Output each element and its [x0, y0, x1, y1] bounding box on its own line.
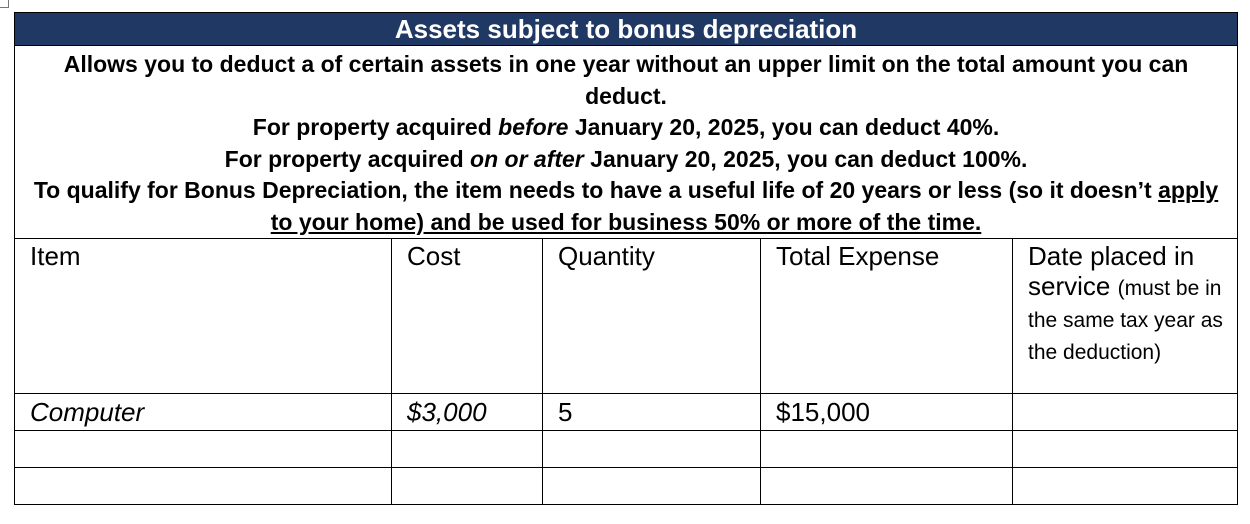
table-title: Assets subject to bonus depreciation: [15, 13, 1238, 46]
bonus-depreciation-table: [14, 12, 1238, 505]
column-header-item: Item: [15, 239, 392, 394]
cell-quantity[interactable]: 5: [543, 394, 761, 431]
cell-item[interactable]: [15, 431, 392, 468]
cell-total-expense[interactable]: [761, 431, 1013, 468]
table-row: [15, 468, 1238, 505]
description-line-1: Allows you to deduct a of certain assets in one year without an upper limit on the total amount you can deduct.: [63, 51, 1189, 109]
cell-cost[interactable]: [392, 468, 543, 505]
description-line-4-underlined: apply to your home) and be used for business 50% or more of the time.: [270, 177, 1219, 235]
cell-quantity[interactable]: [543, 431, 761, 468]
date-header-main: Date placed in service: [1028, 241, 1195, 301]
cell-item[interactable]: [15, 468, 392, 505]
cell-date[interactable]: [1013, 431, 1238, 468]
column-header-total-expense: Total Expense: [761, 239, 1013, 394]
cell-cost[interactable]: [392, 431, 543, 468]
cell-date[interactable]: [1013, 468, 1238, 505]
description-cell: [15, 46, 1238, 239]
title-row: [15, 13, 1238, 46]
column-header-cost: Cost: [392, 239, 543, 394]
cell-total-expense[interactable]: $15,000: [761, 394, 1013, 431]
description-line-3-prefix: For property acquired: [224, 145, 471, 172]
cell-date[interactable]: [1013, 394, 1238, 431]
description-line-3-emphasis: on or after: [470, 145, 584, 172]
description-line-2: [25, 112, 1227, 144]
cell-cost[interactable]: $3,000: [392, 394, 543, 431]
column-header-date-placed: [1013, 239, 1238, 394]
table-row: [15, 431, 1238, 468]
description-line-4-start: To qualify for Bonus Depreciation, the item needs to have a useful life of 20 years or less (so it doesn’t: [33, 177, 1159, 203]
table-row: [15, 394, 1238, 431]
description-line-4: [25, 175, 1227, 238]
description-line-2-emphasis: before: [498, 114, 569, 140]
date-header-note: (must be in the same tax year as the deduction): [1028, 277, 1223, 364]
description-line-3-suffix: January 20, 2025, you can deduct 100%.: [583, 145, 1028, 172]
cell-total-expense[interactable]: [761, 468, 1013, 505]
cell-item[interactable]: Computer: [15, 394, 392, 431]
description-line-2-prefix: For property acquired: [252, 114, 499, 140]
description-row: [15, 46, 1238, 239]
description-line-3: [25, 144, 1227, 176]
cell-quantity[interactable]: [543, 468, 761, 505]
description-line-2-suffix: January 20, 2025, you can deduct 40%.: [568, 114, 1000, 140]
column-header-quantity: Quantity: [543, 239, 761, 394]
corner-marker: [0, 0, 9, 8]
column-header-row: [15, 239, 1238, 394]
